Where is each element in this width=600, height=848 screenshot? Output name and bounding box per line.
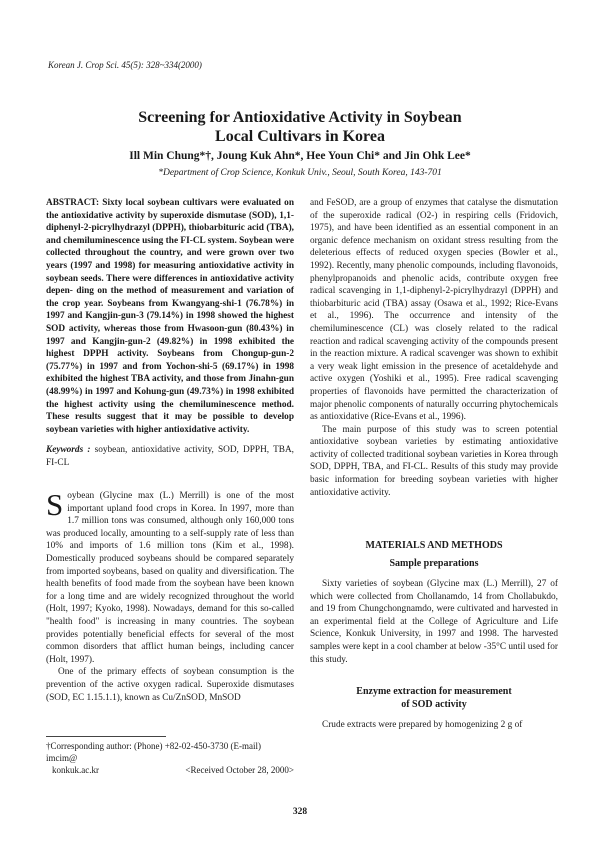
- abstract: ABSTRACT: Sixty local soybean cultivars were evaluated on the antioxidative activity by superoxide dismutase (SOD), 1,1-diphenyl-2-picrylhydrazyl (DPPH), thiobarbituric acid (TBA), and chemiluminescence using the FI-CL system. Soybean were collected throughout the country, and were grown over two years (1997 and 1998) for measuring antioxidative activity in soybean seeds. There were differences in antioxidative activity depen- ding on the method of measurement and variation of the crop year. Soybeans from Kwangyang-shi-1 (76.78%) in 1997 and Kangjin-gun-3 (79.14%) in 1998 showed the highest SOD activity, whereas those from Hwasoon-gun (80.43%) in 1997 and Kangjin-gun-2 (49.82%) in 1998 exhibited the highest DPPH activity. Soybeans from Chongup-gun-2 (75.77%) in 1997 and from Yochon-shi-5 (69.17%) in 1998 exhibited the highest TBA activity, and those from Jinahn-gun (48.99%) in 1997 and Kohung-gun (49.73%) in 1998 exhibited the highest activity using the chemiluminescence method. These results suggest that it may be possible to develop soybean varieties with higher antioxidative activity.: [46, 198, 294, 435]
- footnote-line-2: [46, 764, 294, 776]
- right-paragraph-2: The main purpose of this study was to screen potential antioxidative soybean varieties by estimating antioxidative activity of collected traditional soybean varieties in Korea through SOD, DPPH, TBA, and FI-CL. Results of this study may provide basic information for breeding soybean varieties with higher antioxidative activity.: [310, 424, 558, 498]
- enzyme-paragraph-text: Crude extracts were prepared by homogenizing 2 g of: [322, 720, 523, 730]
- sample-paragraph: [310, 578, 558, 666]
- footnote-email-tail: konkuk.ac.kr: [52, 765, 99, 775]
- heading-sample-preparations: Sample preparations: [389, 558, 479, 569]
- paper-title: [0, 108, 600, 146]
- footnote-rule: [46, 736, 166, 737]
- intro-paragraph-1-text: oybean (Glycine max (L.) Merrill) is one of the most important upland food crops in Korea. In 1997, more than 1.7 million tons was consumed, although only 160,000 tons was produced locally, amounting to a self-supply rate of less than 10% and imports of 1.6 million tons (Kim et al., 1998). Domestically produced soybeans should be compared separately from imported soybeans, based on quality and diversification. The health benefits of food made from the soybean have been known for a long time and are widely recognized throughout the world (Holt, 1997; Kyoko, 1998). Nowadays, demand for this so-called "health food" is increasing in many countries. The soybean provides potentially beneficial effects for several of the most common disorders that afflict human beings, including cancer (Holt, 1997).: [46, 491, 294, 665]
- journal-citation: Korean J. Crop Sci. 45(5): 328~334(2000): [48, 60, 202, 70]
- page-number: 328: [292, 807, 308, 817]
- footnote: [46, 740, 294, 776]
- title-line-2: Local Cultivars in Korea: [215, 128, 385, 145]
- author-list: Ill Min Chung*†, Joung Kuk Ahn*, Hee Youn Chi* and Jin Ohk Lee*: [129, 150, 471, 162]
- footnote-line-1: †Corresponding author: (Phone) +82-02-450-3730 (E-mail) imcim@: [46, 741, 262, 763]
- heading-enzyme-line-1: Enzyme extraction for measurement: [356, 686, 512, 697]
- affiliation: *Department of Crop Science, Konkuk Univ., Seoul, South Korea, 143-701: [158, 168, 442, 178]
- enzyme-paragraph: [310, 719, 558, 732]
- heading-enzyme-extraction: [310, 685, 558, 711]
- sample-paragraph-text: Sixty varieties of soybean (Glycine max (L.) Merrill), 27 of which were collected from Chollanamdo, 14 from Chollabukdo, and 19 from Chungchongnamdo, were cultivated and harvested in an experimental field at the College of Agriculture and Life Science, Konkuk University, in 1997 and 1998. The harvested samples were kept in a cool chamber at below -35°C until used for this study.: [310, 579, 558, 665]
- heading-materials-methods: MATERIALS AND METHODS: [365, 540, 503, 551]
- title-line-1: Screening for Antioxidative Activity in Soybean: [138, 109, 462, 126]
- heading-enzyme-line-2: of SOD activity: [401, 699, 467, 710]
- keywords: [46, 444, 294, 469]
- intro-continued: [310, 197, 558, 499]
- keywords-text: soybean, antioxidative activity, SOD, DPPH, TBA, FI-CL: [46, 445, 295, 468]
- keywords-label: Keywords :: [46, 445, 91, 455]
- intro-paragraph-1: [46, 487, 294, 666]
- right-paragraph-1: and FeSOD, are a group of enzymes that catalyse the dismutation of the superoxide radical (O2-) in respiring cells (Fridovich, 1975), and have been identified as an essential component in an organic defence mechanism on oxidant stress resulting from the deleterious effects of reduced oxygen species (Bowler et al., 1992). Recently, many phenolic compounds, including flavonoids, phenylpropanoids and phenolic acids, contribute oxygen free radical scavenging in 1,1-diphenyl-2-picrylhydrazyl (DPPH) and thiobarbituric acid (TBA) assay (Osawa et al., 1992; Rice-Evans et al., 1996). The occurrence and intensity of the chemiluminescence (CL) was closely related to the radical reaction and radical scavenging activity of the compounds present in the reaction mixture. A radical scavenger was shown to exhibit a very weak light emission in the presence of acetaldehyde and active oxygen (Yoshiki et al., 1995). Free radical scavenging properties of flavonoids have permitted the characterization of major phenolic components of naturally occurring phytochemicals as antioxidative (Rice-Evans et al., 1996).: [310, 198, 558, 423]
- received-date: <Received October 28, 2000>: [185, 765, 294, 775]
- introduction: [46, 487, 294, 704]
- intro-paragraph-2: One of the primary effects of soybean consumption is the prevention of the active oxygen radical. Superoxide dismutases (SOD, EC 1.15.1.1), known as Cu/ZnSOD, MnSOD: [46, 667, 294, 703]
- drop-cap: S: [46, 487, 64, 522]
